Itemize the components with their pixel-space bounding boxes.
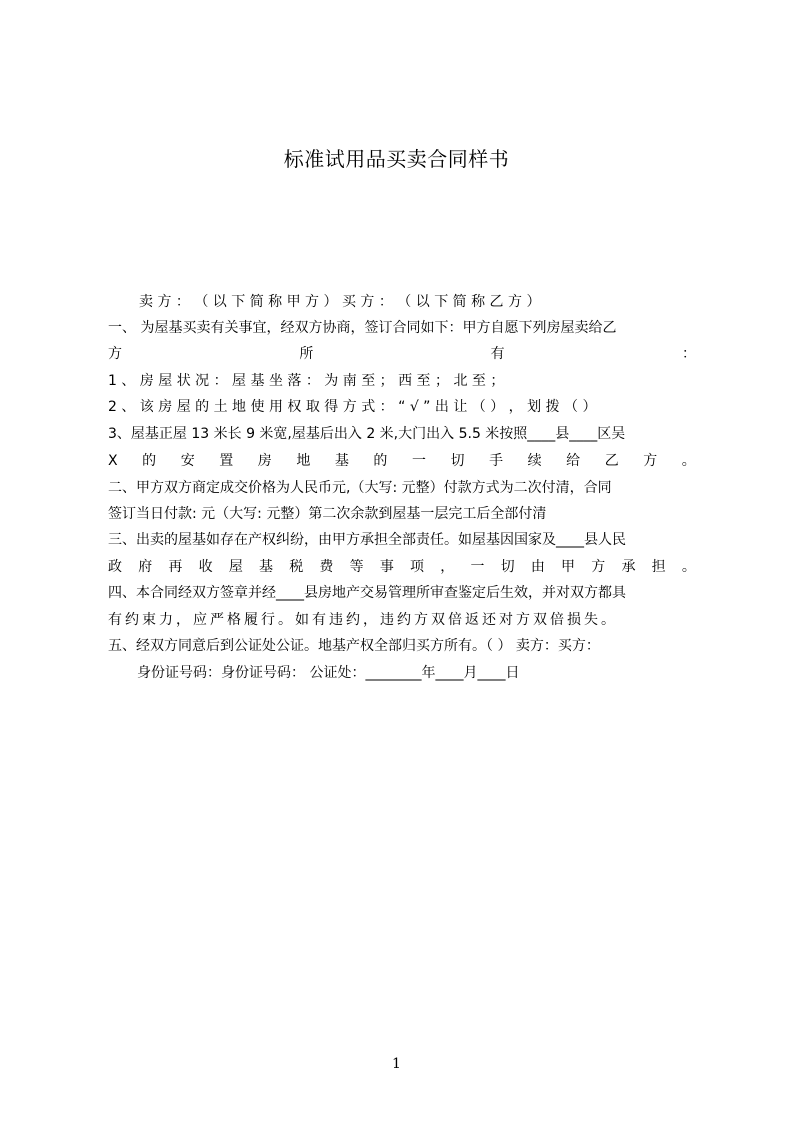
dispute-line-1: 三、出卖的屋基如存在产权纠纷，由甲方承担全部责任。如屋基因国家及____县人民: [108, 532, 626, 548]
text-segment: 承: [621, 559, 636, 575]
text-segment: 。: [681, 453, 696, 469]
house-size-line: 3、屋基正屋 13 米长 9 米宽,屋基后出入 2 米,大门出入 5.5 米按照____县____区吴: [108, 426, 626, 442]
text-segment: 担: [651, 559, 666, 575]
text-segment: 。: [681, 559, 696, 575]
text-segment: 切: [450, 453, 465, 469]
text-segment: 等: [349, 559, 364, 575]
text-segment: 一: [411, 453, 426, 469]
text-segment: 税: [289, 559, 304, 575]
text-segment: X: [108, 453, 118, 469]
text-segment: 手: [489, 453, 504, 469]
notary-line: 五、经双方同意后到公证处公证。地基产权全部归买方所有。（ ） 卖方：买方：: [108, 638, 600, 654]
text-segment: 府: [138, 559, 153, 575]
document-title: 标准试用品买卖合同样书: [283, 147, 510, 171]
text-segment: 基: [334, 453, 349, 469]
text-segment: 由: [530, 559, 545, 575]
text-segment: 地: [296, 453, 311, 469]
text-segment: ，: [440, 559, 455, 575]
text-segment: 的: [373, 453, 388, 469]
effect-line-1: 四、本合同经双方签章并经____县房地产交易管理所审查鉴定后生效，并对双方都具: [108, 585, 626, 601]
land-rights-line: 2 、 该 房 屋 的 土 地 使 用 权 取 得 方 式 ： “ √ ” 出 让 （ ） ， 划 拨 （ ）: [108, 399, 597, 415]
text-segment: 安: [180, 453, 195, 469]
dispute-line-2: [108, 558, 696, 576]
text-segment: ：: [681, 346, 696, 362]
text-segment: 续: [527, 453, 542, 469]
text-segment: 再: [168, 559, 183, 575]
signature-line: 身份证号码：身份证号码： 公证处：________年____月____日: [137, 665, 520, 681]
effect-line-2: 有约束力，应严格履行。如有违约，违约方双倍返还对方双倍损失。: [108, 612, 618, 628]
text-segment: 方: [591, 559, 606, 575]
clause-1-line-1: 一、 为屋基买卖有关事宜，经双方协商，签订合同如下：甲方自愿下列房屋卖给乙: [108, 320, 617, 336]
text-segment: 甲: [561, 559, 576, 575]
text-segment: 事: [379, 559, 394, 575]
price-line-2: 签订当日付款: 元（大写: 元整）第二次余款到屋基一层完工后全部付清: [108, 506, 547, 522]
parties-line: 卖 方 ： （ 以 下 简 称 甲 方 ） 买 方 ： （ 以 下 简 称 乙 方 ）: [139, 294, 541, 310]
text-segment: 房: [257, 453, 272, 469]
house-status-line: 1 、 房 屋 状 况 ： 屋 基 坐 落 ： 为 南 至 ； 西 至 ； 北 至 ；: [108, 373, 505, 389]
text-segment: 费: [319, 559, 334, 575]
text-segment: 所: [299, 346, 314, 362]
text-segment: 的: [142, 453, 157, 469]
text-segment: 政: [108, 559, 122, 575]
clause-1-line-2: [108, 345, 696, 363]
text-segment: 切: [500, 559, 515, 575]
text-segment: 给: [566, 453, 581, 469]
text-segment: 基: [259, 559, 274, 575]
text-segment: 有: [490, 346, 505, 362]
text-segment: 屋: [228, 559, 243, 575]
page-number: 1: [392, 1056, 401, 1072]
text-segment: 置: [219, 453, 234, 469]
text-segment: 乙: [604, 453, 619, 469]
price-line-1: 二、甲方双方商定成交价格为人民币元,（大写: 元整）付款方式为二次付清，合同: [108, 480, 612, 496]
text-segment: 项: [410, 559, 425, 575]
text-segment: 方: [108, 346, 122, 362]
house-transfer-line: [108, 452, 696, 470]
text-segment: 方: [643, 453, 658, 469]
text-segment: 一: [470, 559, 485, 575]
text-segment: 收: [198, 559, 213, 575]
